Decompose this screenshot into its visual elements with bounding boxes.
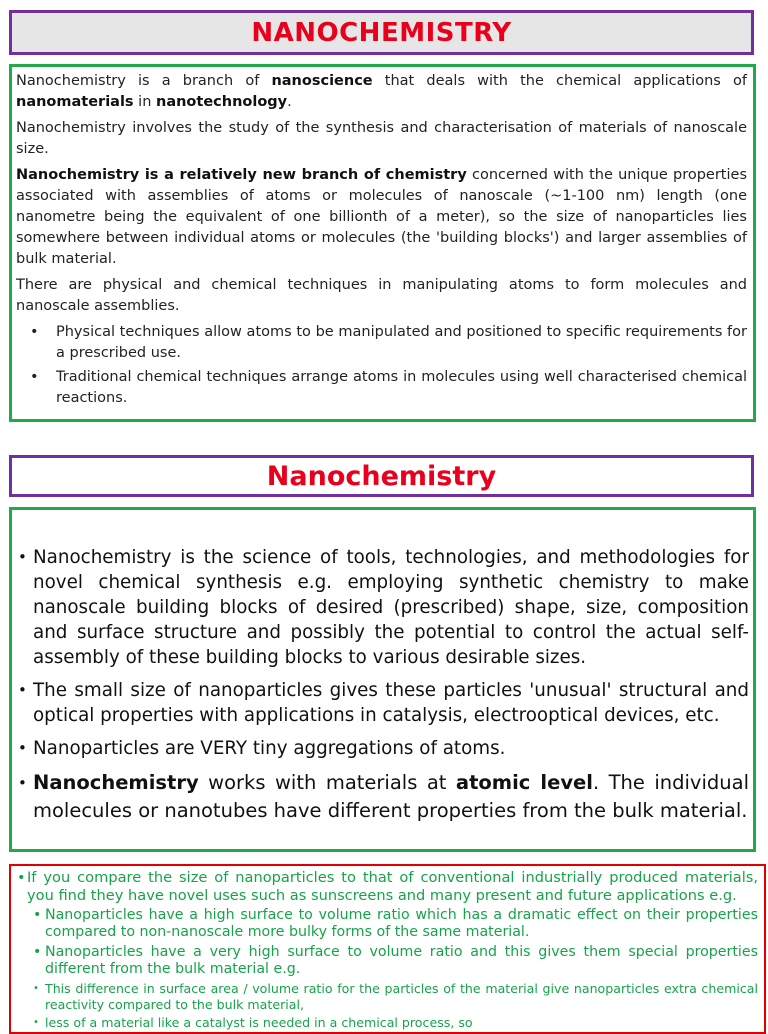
applications-list: [17, 869, 758, 1031]
section2-content-box: [9, 507, 756, 852]
definition-paragraph: [16, 165, 747, 270]
techniques-paragraph: There are physical and chemical techniques in manipulating atoms to form molecules and nanoscale assemblies.: [16, 277, 747, 314]
keyword-nanotechnology: nanotechnology: [156, 94, 288, 110]
text-span: Nanochemistry is a branch of: [16, 73, 272, 89]
list-item: • Nanoparticles have a very high surface to volume ratio and this gives them special properties different from the bulk material e.g.: [33, 944, 758, 978]
list-item: [33, 769, 749, 825]
list-item-partial: • less of a material like a catalyst is needed in a chemical process, so: [33, 1015, 758, 1031]
intro-paragraph: [16, 71, 747, 113]
keyword-atomic-level: atomic level: [455, 771, 593, 794]
techniques-list: [16, 322, 747, 409]
keyword-nanomaterials: nanomaterials: [16, 94, 134, 110]
text-span: that deals with the chemical applications of: [372, 73, 747, 89]
text-span: .: [287, 94, 292, 110]
text-span: . The individual molecules or nanotubes have different properties from the bulk material.: [33, 771, 749, 822]
list-item: • If you compare the size of nanoparticles to that of conventional industrially produced materials, you find they have novel uses such as sunscreens and many present and future applications e.g.: [17, 869, 758, 905]
section1-title: NANOCHEMISTRY: [9, 10, 754, 55]
list-item: • This difference in surface area / volume ratio for the particles of the material give nanoparticles extra chemical reactivity compared to the bulk material,: [33, 981, 758, 1013]
list-item: • The small size of nanoparticles gives these particles 'unusual' structural and optical properties with applications in catalysis, electrooptical devices, etc.: [33, 678, 749, 728]
list-item: • Nanoparticles have a high surface to volume ratio which has a dramatic effect on their properties compared to non-nanoscale more bulky forms of the same material.: [33, 907, 758, 941]
keyword-nanoscience: nanoscience: [271, 73, 373, 89]
list-item: • Traditional chemical techniques arrange atoms in molecules using well characterised chemical reactions.: [56, 367, 747, 409]
section1-content-box: [9, 64, 756, 422]
list-item: • Physical techniques allow atoms to be manipulated and positioned to specific requirements for a prescribed use.: [56, 322, 747, 364]
nanochemistry-list: [16, 545, 749, 825]
keyword-nanochemistry: Nanochemistry: [33, 771, 199, 794]
text-span: concerned with the unique properties associated with assemblies of atoms or molecules of nanoscale (~1-100 nm) length (one nanometre being the equivalent of one billionth of a meter), so the size of nanoparticles lies somewhere between individual atoms or molecules (the 'building blocks') and larger assemblies of bulk material.: [16, 167, 747, 267]
text-span: in: [133, 94, 156, 110]
definition-emphasis: Nanochemistry is a relatively new branch of chemistry: [16, 167, 467, 183]
synthesis-paragraph: Nanochemistry involves the study of the synthesis and characterisation of materials of nanoscale size.: [16, 120, 747, 157]
text-span: works with materials at: [198, 771, 456, 794]
list-item: • Nanoparticles are VERY tiny aggregations of atoms.: [33, 736, 749, 761]
section2-title: Nanochemistry: [9, 455, 754, 497]
list-item: • Nanochemistry is the science of tools, technologies, and methodologies for novel chemical synthesis e.g. employing synthetic chemistry to make nanoscale building blocks of desired (prescribed) shape, size, composition and surface structure and possibly the potential to control the actual self-assembly of these building blocks to various desirable sizes.: [33, 545, 749, 670]
section3-content-box: [9, 864, 766, 1034]
